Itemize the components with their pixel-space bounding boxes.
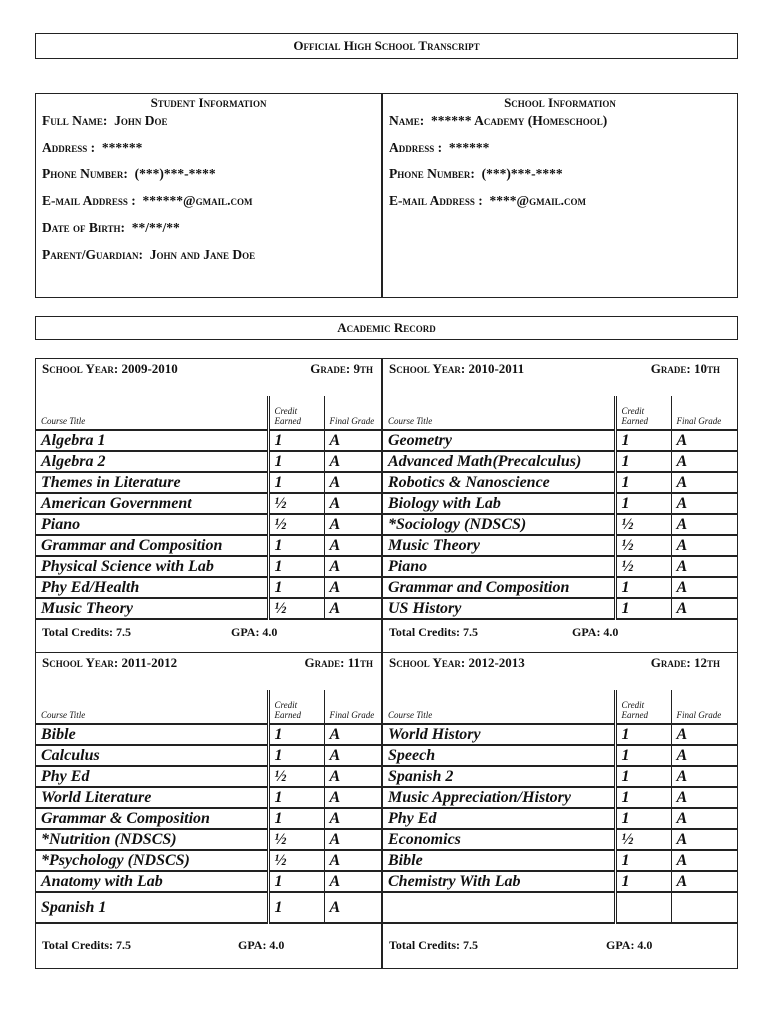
course-credit: 1 [268, 535, 324, 556]
course-title: Phy Ed [383, 808, 615, 829]
year-block-3 [36, 653, 381, 969]
grade-level: Grade: 9th [310, 361, 373, 376]
course-row [36, 871, 381, 892]
course-grade: A [324, 598, 381, 619]
col-header-credit: Credit Earned [615, 396, 671, 430]
course-row [36, 451, 381, 472]
course-row [383, 892, 737, 923]
course-title: Physical Science with Lab [36, 556, 268, 577]
course-grade: A [671, 451, 737, 472]
course-row [383, 766, 737, 787]
course-grade: A [671, 535, 737, 556]
year-block-4 [383, 653, 728, 969]
student-dob [42, 220, 180, 236]
course-title: Calculus [36, 745, 268, 766]
label: Address : [389, 140, 443, 155]
col-header-grade: Final Grade [671, 690, 737, 724]
course-credit: ½ [615, 514, 671, 535]
course-credit: 1 [615, 472, 671, 493]
academic-record [35, 358, 738, 969]
course-grade: A [324, 850, 381, 871]
total-credits: Total Credits: 7.5 [389, 625, 479, 639]
course-grade: A [671, 598, 737, 619]
col-header-grade: Final Grade [671, 396, 737, 430]
school-address [389, 140, 489, 156]
course-credit: ½ [615, 535, 671, 556]
course-title: Spanish 1 [36, 892, 268, 923]
course-credit: 1 [615, 787, 671, 808]
course-title: American Government [36, 493, 268, 514]
year-totals [389, 625, 619, 640]
gpa: GPA: 4.0 [238, 938, 285, 952]
value: John Doe [114, 113, 168, 128]
label: Phone Number: [42, 166, 128, 181]
course-title: Algebra 2 [36, 451, 268, 472]
course-title: Anatomy with Lab [36, 871, 268, 892]
school-year: School Year: 2009-2010 [42, 361, 178, 376]
course-grade: A [671, 514, 737, 535]
course-row [36, 787, 381, 808]
course-credit: 1 [615, 598, 671, 619]
course-credit: 1 [268, 871, 324, 892]
course-row [383, 556, 737, 577]
course-row [36, 766, 381, 787]
course-row [36, 535, 381, 556]
course-row [36, 430, 381, 451]
course-title: Phy Ed [36, 766, 268, 787]
school-year: School Year: 2011-2012 [42, 655, 178, 670]
course-credit: 1 [615, 871, 671, 892]
course-row [383, 451, 737, 472]
course-table-header [383, 690, 737, 724]
course-row [36, 724, 381, 745]
course-credit: 1 [268, 556, 324, 577]
label: E-mail Address : [42, 193, 136, 208]
course-row [36, 892, 381, 923]
course-credit [615, 892, 671, 923]
course-grade: A [324, 787, 381, 808]
course-title: Bible [36, 724, 268, 745]
student-guardian [42, 247, 255, 263]
course-grade: A [671, 472, 737, 493]
value: ****** [101, 140, 143, 155]
course-title: Piano [36, 514, 268, 535]
course-credit: 1 [268, 472, 324, 493]
course-credit: ½ [268, 493, 324, 514]
course-title: Chemistry With Lab [383, 871, 615, 892]
course-grade: A [324, 430, 381, 451]
label: Name: [389, 113, 425, 128]
course-title: Music Appreciation/History [383, 787, 615, 808]
col-header-grade: Final Grade [324, 396, 381, 430]
course-grade: A [671, 745, 737, 766]
course-credit: ½ [268, 598, 324, 619]
value: (***)***-**** [134, 166, 216, 181]
course-row [36, 829, 381, 850]
course-credit: ½ [268, 766, 324, 787]
course-title: US History [383, 598, 615, 619]
course-row [383, 745, 737, 766]
year-totals [42, 938, 285, 953]
course-title: Speech [383, 745, 615, 766]
course-credit: 1 [615, 766, 671, 787]
course-row [383, 472, 737, 493]
course-grade: A [324, 724, 381, 745]
course-credit: 1 [268, 787, 324, 808]
value: (***)***-**** [481, 166, 563, 181]
course-grade [671, 892, 737, 923]
course-credit: ½ [268, 514, 324, 535]
course-credit: 1 [268, 430, 324, 451]
course-title: Algebra 1 [36, 430, 268, 451]
course-table [36, 396, 381, 620]
course-title: Phy Ed/Health [36, 577, 268, 598]
col-header-course: Course Title [383, 690, 615, 724]
course-table-header [36, 396, 381, 430]
course-row [383, 850, 737, 871]
course-title: Robotics & Nanoscience [383, 472, 615, 493]
label: E-mail Address : [389, 193, 483, 208]
course-title: *Sociology (NDSCS) [383, 514, 615, 535]
year-block-1 [36, 359, 381, 652]
label: Parent/Guardian: [42, 247, 143, 262]
course-credit: 1 [615, 430, 671, 451]
course-title: Biology with Lab [383, 493, 615, 514]
year-block-2 [383, 359, 728, 652]
course-grade: A [324, 514, 381, 535]
course-credit: 1 [268, 724, 324, 745]
course-row [383, 808, 737, 829]
course-row [36, 808, 381, 829]
school-year: School Year: 2012-2013 [389, 655, 525, 670]
course-grade: A [324, 493, 381, 514]
student-address [42, 140, 142, 156]
grade-level: Grade: 11th [304, 655, 373, 670]
value: ****** Academy (Homeschool) [431, 113, 608, 128]
course-row [36, 598, 381, 619]
value: ****@gmail.com [489, 193, 586, 208]
course-credit: ½ [268, 850, 324, 871]
course-grade: A [324, 871, 381, 892]
course-credit: ½ [268, 829, 324, 850]
gpa: GPA: 4.0 [572, 625, 619, 639]
student-phone [42, 166, 216, 182]
course-grade: A [671, 493, 737, 514]
col-header-course: Course Title [383, 396, 615, 430]
total-credits: Total Credits: 7.5 [389, 938, 479, 952]
total-credits: Total Credits: 7.5 [42, 625, 132, 639]
col-header-grade: Final Grade [324, 690, 381, 724]
academic-record-heading: Academic Record [35, 316, 738, 340]
label: Full Name: [42, 113, 108, 128]
course-row [36, 745, 381, 766]
course-row [36, 556, 381, 577]
course-table-header [383, 396, 737, 430]
course-table [383, 690, 737, 924]
course-grade: A [671, 577, 737, 598]
gpa: GPA: 4.0 [231, 625, 278, 639]
course-row [383, 430, 737, 451]
course-table [36, 690, 381, 924]
grade-level: Grade: 10th [650, 361, 720, 376]
course-title: Music Theory [383, 535, 615, 556]
course-title: *Nutrition (NDSCS) [36, 829, 268, 850]
course-row [383, 493, 737, 514]
course-credit: 1 [268, 892, 324, 923]
label: Address : [42, 140, 96, 155]
course-row [36, 472, 381, 493]
course-row [383, 598, 737, 619]
course-credit: 1 [615, 745, 671, 766]
course-grade: A [324, 808, 381, 829]
course-row [36, 493, 381, 514]
course-title: World Literature [36, 787, 268, 808]
course-title: Geometry [383, 430, 615, 451]
course-title: World History [383, 724, 615, 745]
course-grade: A [671, 850, 737, 871]
col-header-credit: Credit Earned [268, 396, 324, 430]
school-info [383, 94, 737, 297]
year-totals [42, 625, 278, 640]
course-credit: ½ [615, 556, 671, 577]
course-table [383, 396, 737, 620]
course-row [383, 535, 737, 556]
course-credit: 1 [615, 451, 671, 472]
course-credit: 1 [615, 493, 671, 514]
course-row [36, 850, 381, 871]
school-email [389, 193, 586, 209]
course-grade: A [324, 766, 381, 787]
course-credit: 1 [615, 850, 671, 871]
label: Date of Birth: [42, 220, 126, 235]
course-row [383, 871, 737, 892]
course-grade: A [671, 430, 737, 451]
school-name [389, 113, 607, 129]
student-info-heading: Student Information [150, 95, 267, 110]
course-title: Spanish 2 [383, 766, 615, 787]
course-grade: A [671, 556, 737, 577]
col-header-credit: Credit Earned [615, 690, 671, 724]
course-grade: A [324, 745, 381, 766]
course-row [383, 787, 737, 808]
label: Phone Number: [389, 166, 475, 181]
value: ******@gmail.com [142, 193, 253, 208]
course-title: Themes in Literature [36, 472, 268, 493]
course-row [383, 514, 737, 535]
course-table-header [36, 690, 381, 724]
course-title: Bible [383, 850, 615, 871]
course-grade: A [324, 472, 381, 493]
course-title: Music Theory [36, 598, 268, 619]
value: John and Jane Doe [149, 247, 256, 262]
course-credit: 1 [615, 808, 671, 829]
course-title: Grammar and Composition [383, 577, 615, 598]
value: ****** [448, 140, 490, 155]
course-title: Grammar & Composition [36, 808, 268, 829]
school-phone [389, 166, 563, 182]
course-title [383, 892, 615, 923]
course-credit: 1 [268, 451, 324, 472]
school-year: School Year: 2010-2011 [389, 361, 525, 376]
course-grade: A [671, 724, 737, 745]
course-grade: A [671, 829, 737, 850]
gpa: GPA: 4.0 [606, 938, 653, 952]
course-credit: 1 [268, 745, 324, 766]
course-grade: A [671, 766, 737, 787]
course-credit: 1 [268, 808, 324, 829]
course-row [36, 577, 381, 598]
value: **/**/** [131, 220, 180, 235]
course-grade: A [671, 871, 737, 892]
col-header-credit: Credit Earned [268, 690, 324, 724]
student-full-name [42, 113, 168, 129]
grade-level: Grade: 12th [650, 655, 720, 670]
course-grade: A [324, 451, 381, 472]
course-credit: 1 [268, 577, 324, 598]
student-email [42, 193, 252, 209]
course-credit: 1 [615, 577, 671, 598]
col-header-course: Course Title [36, 690, 268, 724]
course-grade: A [324, 535, 381, 556]
course-grade: A [324, 577, 381, 598]
course-credit: 1 [615, 724, 671, 745]
course-row [36, 514, 381, 535]
info-section [35, 93, 738, 298]
course-grade: A [324, 892, 381, 923]
total-credits: Total Credits: 7.5 [42, 938, 132, 952]
transcript-title: Official High School Transcript [35, 33, 738, 59]
course-title: Advanced Math(Precalculus) [383, 451, 615, 472]
year-totals [389, 938, 653, 953]
course-title: *Psychology (NDSCS) [36, 850, 268, 871]
course-grade: A [671, 787, 737, 808]
school-info-heading: School Information [504, 95, 616, 110]
course-grade: A [324, 829, 381, 850]
course-grade: A [671, 808, 737, 829]
col-header-course: Course Title [36, 396, 268, 430]
course-title: Grammar and Composition [36, 535, 268, 556]
student-info [36, 94, 381, 297]
course-title: Piano [383, 556, 615, 577]
course-title: Economics [383, 829, 615, 850]
course-row [383, 829, 737, 850]
course-row [383, 577, 737, 598]
course-credit: ½ [615, 829, 671, 850]
course-grade: A [324, 556, 381, 577]
course-row [383, 724, 737, 745]
